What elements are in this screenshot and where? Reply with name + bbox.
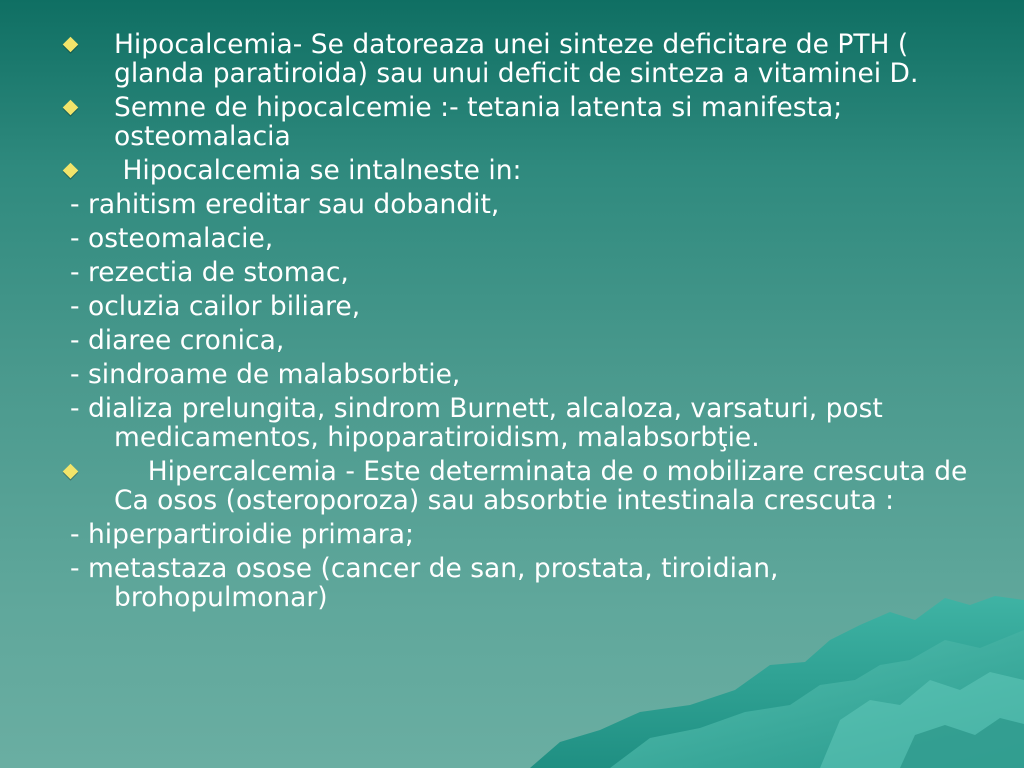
- diamond-bullet-icon: [63, 163, 79, 179]
- list-item: [0, 190, 1000, 219]
- bullet-item: [0, 30, 1000, 88]
- list-item: [0, 360, 1000, 389]
- list-item-text: - osteomalacie,: [70, 223, 274, 254]
- list-item-text: - dializa prelungita, sindrom Burnett, alcaloza, varsaturi, post medicamentos, hipoparatiroidism, malabsorbţie.: [70, 393, 883, 453]
- bullet-text: Semne de hipocalcemie :- tetania latenta si manifesta; osteomalacia: [114, 92, 843, 152]
- list-item: [0, 224, 1000, 253]
- list-item-text: - rahitism ereditar sau dobandit,: [70, 189, 500, 220]
- list-item: [0, 258, 1000, 287]
- diamond-bullet-icon: [63, 37, 79, 53]
- diamond-bullet-icon: [63, 464, 79, 480]
- list-item-text: - metastaza osose (cancer de san, prostata, tiroidian, brohopulmonar): [70, 553, 779, 613]
- list-item: [0, 520, 1000, 549]
- list-item: [0, 292, 1000, 321]
- bullet-text: Hipocalcemia se intalneste in:: [114, 155, 522, 186]
- bullet-item: [0, 457, 1000, 515]
- diamond-bullet-icon: [63, 100, 79, 116]
- bullet-text: Hipercalcemia - Este determinata de o mobilizare crescuta de Ca osos (osteroporoza) sau absorbtie intestinala crescuta :: [114, 456, 976, 516]
- bullet-item: [0, 93, 1000, 151]
- list-item-text: - rezectia de stomac,: [70, 257, 349, 288]
- list-item: [0, 554, 1000, 612]
- list-item: [0, 394, 1000, 452]
- bullet-item: [0, 156, 1000, 185]
- list-item-text: - ocluzia cailor biliare,: [70, 291, 361, 322]
- list-item: [0, 326, 1000, 355]
- bullet-text: Hipocalcemia- Se datoreaza unei sinteze deficitare de PTH ( glanda paratiroida) sau unui deficit de sinteza a vitaminei D.: [114, 29, 919, 89]
- slide-body: [0, 30, 1000, 617]
- list-item-text: - diaree cronica,: [70, 325, 285, 356]
- list-item-text: - sindroame de malabsorbtie,: [70, 359, 461, 390]
- list-item-text: - hiperpartiroidie primara;: [70, 519, 414, 550]
